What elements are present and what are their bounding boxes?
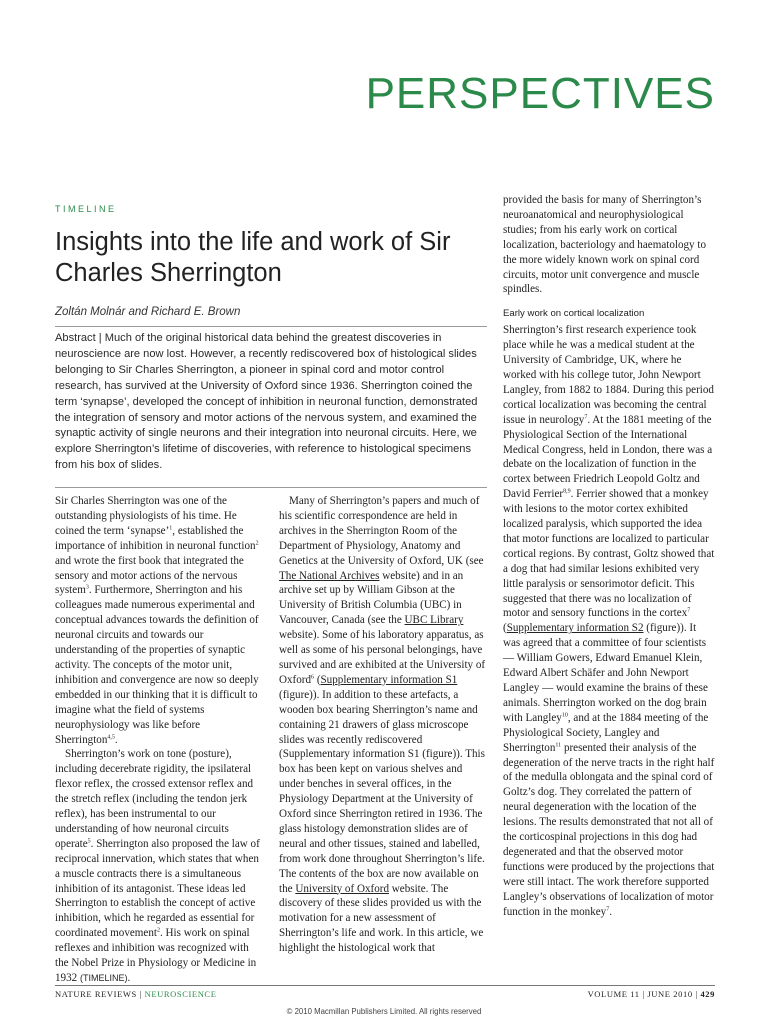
body-column-3 — [503, 193, 715, 920]
citation: 4,5 — [107, 733, 115, 740]
footer-divider — [55, 985, 715, 986]
abstract — [55, 331, 487, 474]
divider — [55, 487, 487, 488]
citation: 10 — [561, 712, 568, 719]
citation: 7 — [584, 414, 588, 420]
copyright-notice: © 2010 Macmillan Publishers Limited. All rights reserved — [286, 1007, 482, 1016]
supplementary-s2-link[interactable]: Supplementary information S2 — [506, 622, 644, 635]
journal-section: NEUROSCIENCE — [144, 989, 217, 999]
paragraph: provided the basis for many of Sherrington’s neuroanatomical and neurophysiological studies; from his early work on cortical localization, bacteriology and haematology to the more widely known work on spinal cord circuits, motor unit convergence and muscle spindles. — [503, 194, 707, 296]
journal-name: NATURE REVIEWS | NEUROSCIENCE — [55, 989, 217, 999]
citation: 7 — [687, 607, 691, 614]
citation: 11 — [555, 741, 562, 748]
national-archives-link[interactable]: The National Archives — [279, 569, 380, 582]
citation: 5 — [87, 838, 91, 845]
citation: 6 — [311, 674, 315, 681]
citation: 7 — [606, 905, 610, 912]
paragraph: Sherrington’s work on tone (posture), including decerebrate rigidity, the ipsilateral flexor reflex, the crossed extensor reflex and the stretch reflex (including the tendon jerk reflex), has been instrumental to our understanding of how neuronal circuits operate$^5$. Sherrington also proposed the law of reciprocal innervation, which states that when a muscle contracts there is a simultaneous inhibition of its antagonist. These ideas led Sherrington to establish the concept of active inhibition, which he regarded as essential for coordinated movement$^2$. His work on spinal reflexes and inhibition was recognized with the Nobel Prize in Physiology or Medicine in 1932 (TIMELINE). — [55, 748, 260, 984]
page-number: 429 — [700, 989, 715, 999]
ubc-library-link[interactable]: UBC Library — [404, 614, 464, 627]
section-header: PERSPECTIVES — [365, 69, 715, 118]
university-of-oxford-link[interactable]: University of Oxford — [295, 882, 389, 895]
issue-info: VOLUME 11 | JUNE 2010 | 429 — [587, 989, 715, 999]
body-column-1 — [55, 494, 263, 986]
citation: 1 — [169, 525, 173, 532]
article-category: TIMELINE — [55, 204, 117, 214]
citation: 8,9 — [563, 488, 571, 495]
supplementary-s1-link[interactable]: Supplementary information S1 — [320, 673, 458, 686]
citation: 3 — [85, 584, 89, 591]
divider — [55, 326, 487, 327]
article-title: Insights into the life and work of Sir Charles Sherrington — [55, 228, 451, 287]
article-authors: Zoltán Molnár and Richard E. Brown — [55, 306, 241, 318]
paragraph: Sherrington’s first research experience took place while he was a medical student at the University of Cambridge, UK, where he worked with his college tutor, John Newport Langley, from 1882 to 1884. During this period cortical localization was becoming the central issue in neurology$^7$. At the 1881 meeting of the Physiological Section of the International Medical Congress, held in London, there was a debate on the localization of function in the cortex between Friedrich Leopold Goltz and David Ferrier$^{8,9}$. Ferrier showed that a monkey with lesions to the motor cortex exhibited localized paralysis, which supported the idea that motor functions are localized to particular cortical regions. By contrast, Goltz showed that a dog that had similar lesions exhibited very little paralysis or sensorimotor deficit. This suggested that there was no localization of motor and sensory functions in the cortex$^7$ (Supplementary information S2 (figure)). It was agreed that a committee of four scientists — William Gowers, Edward Emanuel Klein, Edward Albert Schäfer and John Newport Langley — would examine the brains of these animals. Sherrington worked on the dog brain with Langley$^{10}$, and at the 1884 meeting of the Physiological Society, Langley and Sherrington$^{11}$ presented their analysis of the degeneration of the nerve tracts in the right half of the medulla oblongata and the spinal cord of Goltz’s dog. They correlated the pattern of neural degeneration with the location of the lesions. The results demonstrated that not all of the corticospinal projections in this dog had degenerated and that the observed motor functions were produced by the projections that were still intact. The work therefore supported Langley’s observations of localization of motor function in the monkey$^7$. — [503, 324, 715, 918]
paragraph: Sir Charles Sherrington was one of the outstanding physiologists of his time. He coined the term ‘synapse’$^1$, established the importance of inhibition in neuronal function$^2$ and wrote the first book that integrated the sensory and motor actions of the nervous system$^3$. Furthermore, Sherrington and his colleagues made numerous experimental and conceptual advances towards the definition of neuronal circuits and towards our understanding of the properties of synaptic activity. The concepts of the motor unit, inhibition and convergence are now so deeply embedded in our thinking that it is difficult to imagine what the field of systems neurophysiology was like before Sherrington$^{4,5}$. — [55, 495, 259, 746]
paragraph: Many of Sherrington’s papers and much of his scientific correspondence are held in archives in the Sherrington Room of the Department of Physiology, Anatomy and Genetics at the University of Oxford, UK (see The National Archives website) and in an archive set up by William Gibson at the University of British Columbia (UBC) in Vancouver, Canada (see the UBC Library website). Some of his laboratory apparatus, as well as some of his personal belongings, have survived and are exhibited at the University of Oxford$^6$ (Supplementary information S1 (figure)). In addition to these artefacts, a wooden box bearing Sherrington’s name and containing 21 drawers of glass microscope slides was recently rediscovered (Supplementary information S1 (figure)). This box has been kept on various shelves and under benches in several offices, in the Physiology Department at the University of Oxford since Sherrington retired in 1936. The glass histology demonstration slides are of neural and other tissues, stained and labelled, from work done throughout Sherrington’s life. The contents of the box are now available on the University of Oxford website. The discovery of these slides provided us with the motivation for a new assessment of Sherrington’s life and work. In this article, we highlight the histological work that — [279, 495, 486, 955]
subheading: Early work on cortical localization — [503, 308, 645, 320]
abstract-text: Much of the original historical data behind the greatest discoveries in neuroscience are now lost. However, a recently rediscovered box of histological slides belonging to Sir Charles Sherrington, a pioneer in spinal cord and motor control research, has survived at the University of Oxford since 1936. Sherrington coined the term ‘synapse’, developed the concept of inhibition in neuronal function, demonstrated the integration of sensory and motor actions of the nervous system, and examined the synaptic activity of single neurons and their integration into neuronal circuits. Here, we explore Sherrington’s lifetime of discoveries, with reference to histological specimens from his box of slides. — [55, 332, 478, 472]
citation: 2 — [255, 540, 259, 547]
body-column-2 — [279, 494, 487, 956]
citation: 2 — [156, 927, 160, 934]
timeline-reference: (TIMELINE) — [79, 973, 128, 983]
abstract-label: Abstract | — [55, 332, 105, 344]
